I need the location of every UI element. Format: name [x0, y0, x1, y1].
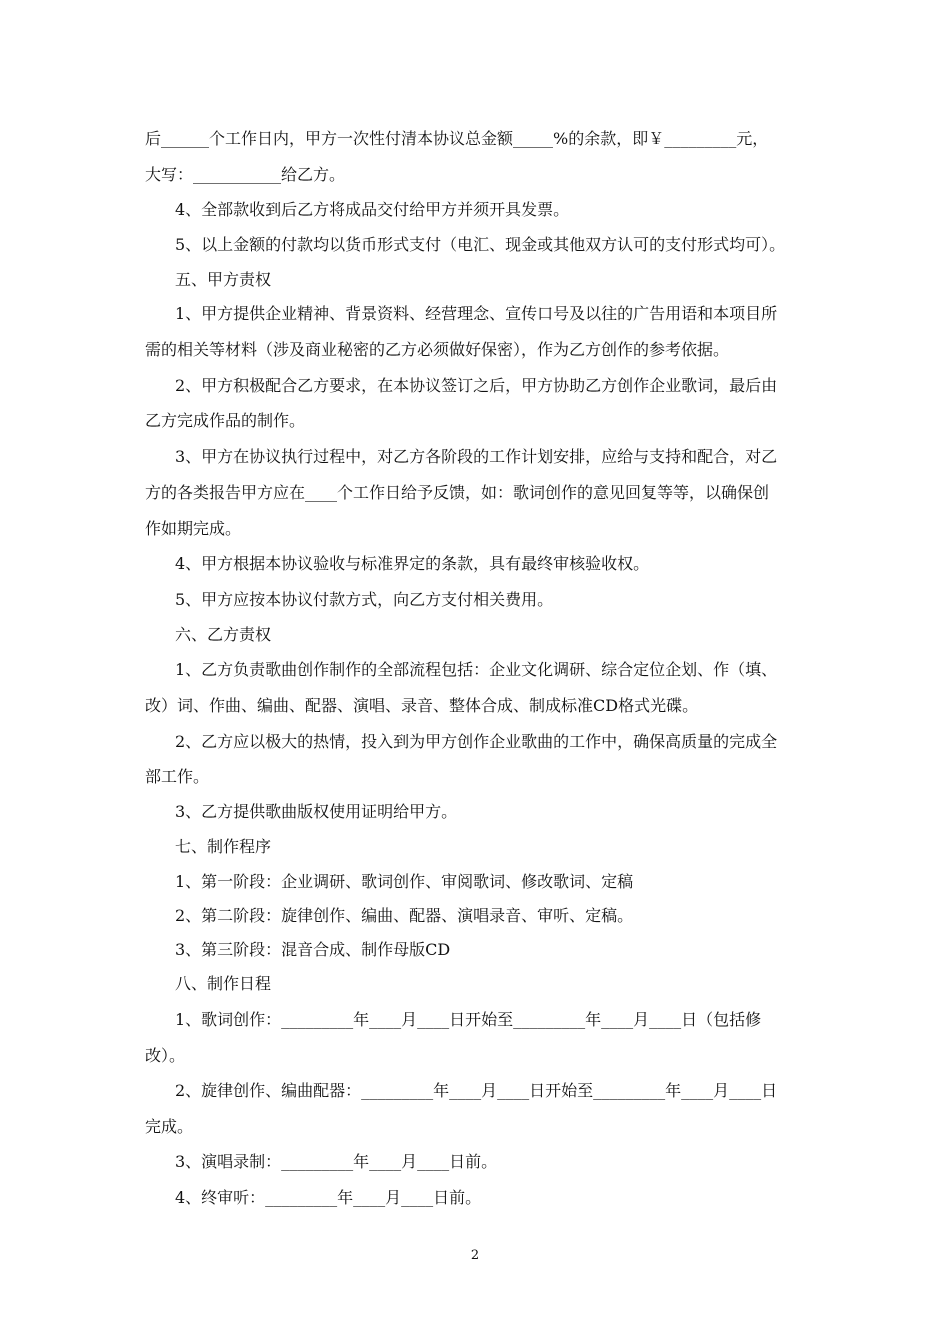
- text-line: 完成。: [145, 1117, 194, 1136]
- text-line: 4、终审听：_________年____月____日前。: [175, 1188, 482, 1207]
- section-heading: 七、制作程序: [175, 837, 272, 856]
- text-line: 2、甲方积极配合乙方要求，在本协议签订之后，甲方协助乙方创作企业歌词，最后由: [175, 376, 778, 395]
- text-line: 需的相关等材料（涉及商业秘密的乙方必须做好保密），作为乙方创作的参考依据。: [145, 340, 730, 359]
- text-line: 5、甲方应按本协议付款方式，向乙方支付相关费用。: [175, 590, 554, 609]
- section-heading: 五、甲方责权: [175, 270, 272, 289]
- text-line: 3、第三阶段：混音合成、制作母版CD: [175, 940, 451, 959]
- text-line: 4、甲方根据本协议验收与标准界定的条款，具有最终审核验收权。: [175, 554, 650, 573]
- text-line: 1、歌词创作：_________年____月____日开始至_________年____月____日（包括修: [175, 1010, 762, 1029]
- page-number: 2: [470, 1248, 480, 1263]
- section-heading: 八、制作日程: [175, 974, 272, 993]
- text-line: 大写：___________给乙方。: [145, 165, 346, 184]
- text-line: 1、第一阶段：企业调研、歌词创作、审阅歌词、修改歌词、定稿: [175, 872, 634, 891]
- text-line: 3、乙方提供歌曲版权使用证明给甲方。: [175, 802, 458, 821]
- text-line: 1、乙方负责歌曲创作制作的全部流程包括：企业文化调研、综合定位企划、作（填、: [175, 660, 778, 679]
- text-line: 改）词、作曲、编曲、配器、演唱、录音、整体合成、制成标准CD格式光碟。: [145, 696, 699, 715]
- text-line: 作如期完成。: [145, 519, 242, 538]
- text-line: 2、旋律创作、编曲配器：_________年____月____日开始至_________年____月____日: [175, 1081, 778, 1100]
- text-line: 部工作。: [145, 767, 210, 786]
- text-line: 1、甲方提供企业精神、背景资料、经营理念、宣传口号及以往的广告用语和本项目所: [175, 304, 778, 323]
- text-line: 4、全部款收到后乙方将成品交付给甲方并须开具发票。: [175, 200, 570, 219]
- text-line: 2、乙方应以极大的热情，投入到为甲方创作企业歌曲的工作中，确保高质量的完成全: [175, 732, 778, 751]
- text-line: 5、以上金额的付款均以货币形式支付（电汇、现金或其他双方认可的支付形式均可）。: [175, 235, 786, 254]
- text-line: 乙方完成作品的制作。: [145, 411, 306, 430]
- text-line: 改）。: [145, 1046, 186, 1065]
- text-line: 方的各类报告甲方应在____个工作日给予反馈，如：歌词创作的意见回复等等，以确保创: [145, 483, 770, 502]
- text-line: 3、甲方在协议执行过程中，对乙方各阶段的工作计划安排，应给与支持和配合，对乙: [175, 447, 778, 466]
- text-line: 后______个工作日内，甲方一次性付清本协议总金额_____%的余款，即￥_________元，: [145, 129, 769, 148]
- text-line: 2、第二阶段：旋律创作、编曲、配器、演唱录音、审听、定稿。: [175, 906, 634, 925]
- section-heading: 六、乙方责权: [175, 625, 272, 644]
- text-line: 3、演唱录制：_________年____月____日前。: [175, 1152, 498, 1171]
